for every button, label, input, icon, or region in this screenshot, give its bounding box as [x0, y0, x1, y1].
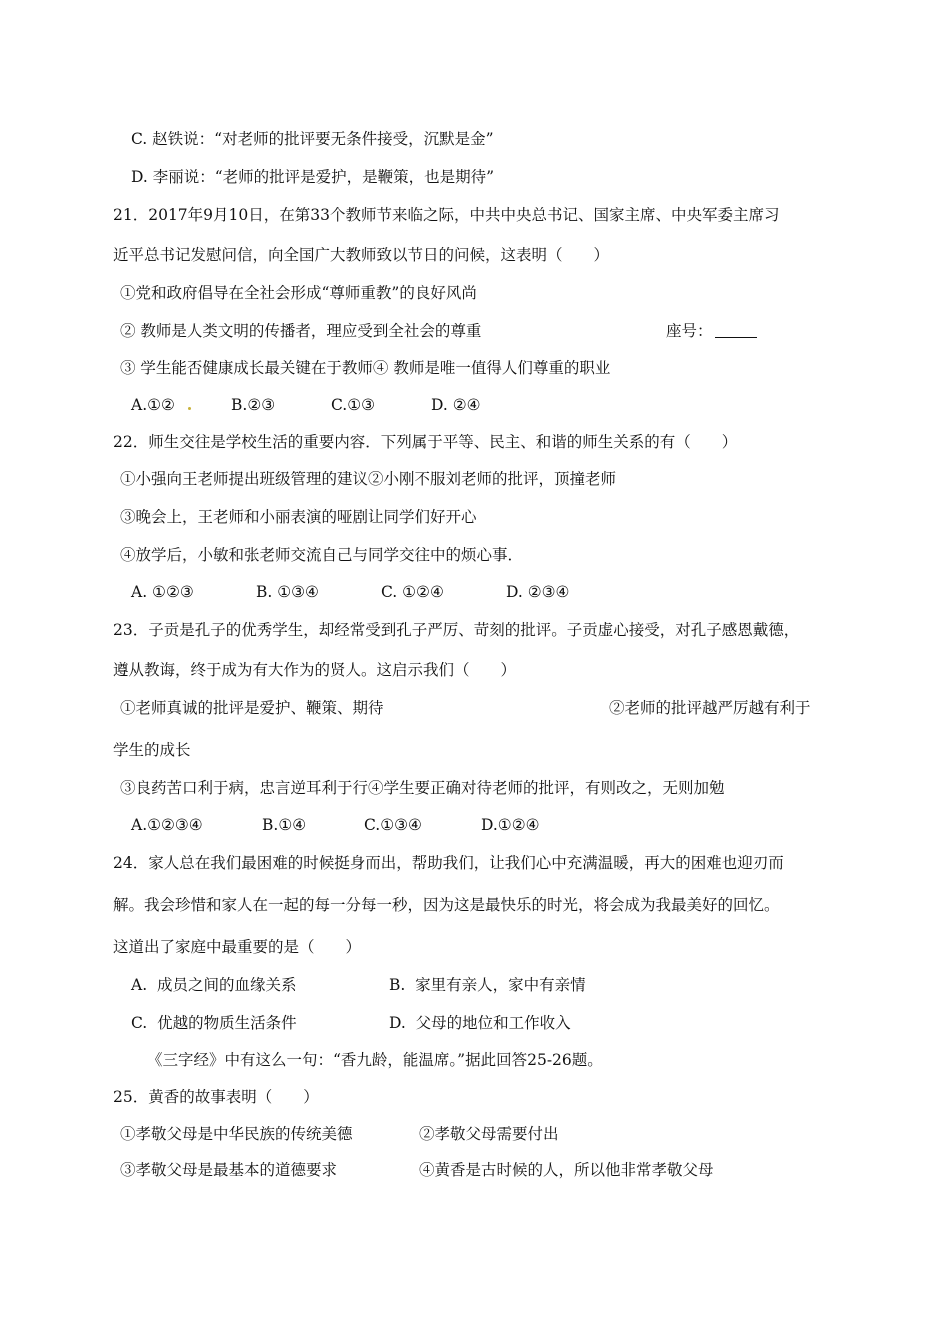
- q23-option-d: D.①②④: [481, 816, 540, 834]
- stray-dot-mark: [188, 407, 191, 410]
- q23-statement-2: ②老师的批评越严厉越有利于: [609, 699, 811, 717]
- q21-option-d: D. ②④: [431, 396, 481, 414]
- q24-option-c: C. 优越的物质生活条件: [131, 1014, 297, 1032]
- q22-option-d: D. ②③④: [506, 583, 570, 601]
- q24-stem-line1: 24．家人总在我们最困难的时候挺身而出，帮助我们，让我们心中充满温暖，再大的困难也迎刃而: [113, 854, 784, 872]
- q21-option-c: C.①③: [331, 396, 376, 414]
- seat-number-blank: [715, 323, 757, 338]
- q24-option-d: D. 父母的地位和工作收入: [389, 1014, 571, 1032]
- q24-option-a: A. 成员之间的血缘关系: [131, 976, 297, 994]
- q20-option-d: D. 李丽说：“老师的批评是爱护，是鞭策，也是期待”: [131, 168, 495, 186]
- q25-stem: 25．黄香的故事表明（ ）: [113, 1088, 319, 1106]
- q21-stem-line1: 21．2017年9月10日，在第33个教师节来临之际，中共中央总书记、国家主席、中央军委主席习: [113, 206, 780, 224]
- q21-option-b: B.②③: [231, 396, 276, 414]
- q24-stem-line2: 解。我会珍惜和家人在一起的每一分每一秒，因为这是最快乐的时光，将会成为我最美好的回忆。: [113, 896, 780, 914]
- q22-statement-4: ④放学后，小敏和张老师交流自己与同学交往中的烦心事．: [120, 546, 524, 564]
- q25-26-intro: 《三字经》中有这么一句：“香九龄，能温席。”据此回答25-26题。: [147, 1051, 603, 1069]
- q21-stem-line2: 近平总书记发慰问信，向全国广大教师致以节日的问候，这表明（ ）: [113, 246, 610, 264]
- q23-statement-3-4: ③良药苦口利于病，忠言逆耳利于行④学生要正确对待老师的批评，有则改之，无则加勉: [120, 779, 725, 797]
- q24-option-b: B. 家里有亲人，家中有亲情: [389, 976, 586, 994]
- q22-option-b: B. ①③④: [256, 583, 319, 601]
- q22-statement-1-2: ①小强向王老师提出班级管理的建议②小刚不服刘老师的批评，顶撞老师: [120, 470, 617, 488]
- q24-stem-line3: 这道出了家庭中最重要的是（ ）: [113, 938, 362, 956]
- q21-statement-3-4: ③ 学生能否健康成长最关键在于教师④ 教师是唯一值得人们尊重的职业: [120, 359, 611, 377]
- q21-option-a: A.①②: [131, 396, 175, 414]
- q25-statement-4: ④黄香是古时候的人，所以他非常孝敬父母: [419, 1161, 714, 1179]
- q25-statement-3: ③孝敬父母是最基本的道德要求: [120, 1161, 338, 1179]
- q21-statement-2: ② 教师是人类文明的传播者，理应受到全社会的尊重: [120, 322, 482, 340]
- q23-stem-line1: 23．子贡是孔子的优秀学生，却经常受到孔子严厉、苛刻的批评。子贡虚心接受，对孔子感恩戴德，: [113, 621, 800, 639]
- q23-option-c: C.①③④: [364, 816, 422, 834]
- q21-statement-1: ①党和政府倡导在全社会形成“尊师重教”的良好风尚: [120, 284, 477, 302]
- seat-number-label: 座号：: [666, 322, 713, 340]
- q25-statement-2: ②孝敬父母需要付出: [419, 1125, 559, 1143]
- q23-statement-2-continued: 学生的成长: [113, 741, 191, 759]
- q22-option-c: C. ①②④: [381, 583, 444, 601]
- q23-option-a: A.①②③④: [131, 816, 203, 834]
- q22-stem: 22．师生交往是学校生活的重要内容．下列属于平等、民主、和谐的师生关系的有（ ）: [113, 433, 738, 451]
- q22-option-a: A. ①②③: [131, 583, 194, 601]
- q23-option-b: B.①④: [262, 816, 307, 834]
- q23-stem-line2: 遵从教诲，终于成为有大作为的贤人。这启示我们（ ）: [113, 661, 517, 679]
- q20-option-c: C. 赵铁说：“对老师的批评要无条件接受，沉默是金”: [131, 130, 494, 148]
- seat-number-field: [666, 321, 757, 341]
- q25-statement-1: ①孝敬父母是中华民族的传统美德: [120, 1125, 353, 1143]
- q22-statement-3: ③晚会上，王老师和小丽表演的哑剧让同学们好开心: [120, 508, 477, 526]
- q23-statement-1: ①老师真诚的批评是爱护、鞭策、期待: [120, 699, 384, 717]
